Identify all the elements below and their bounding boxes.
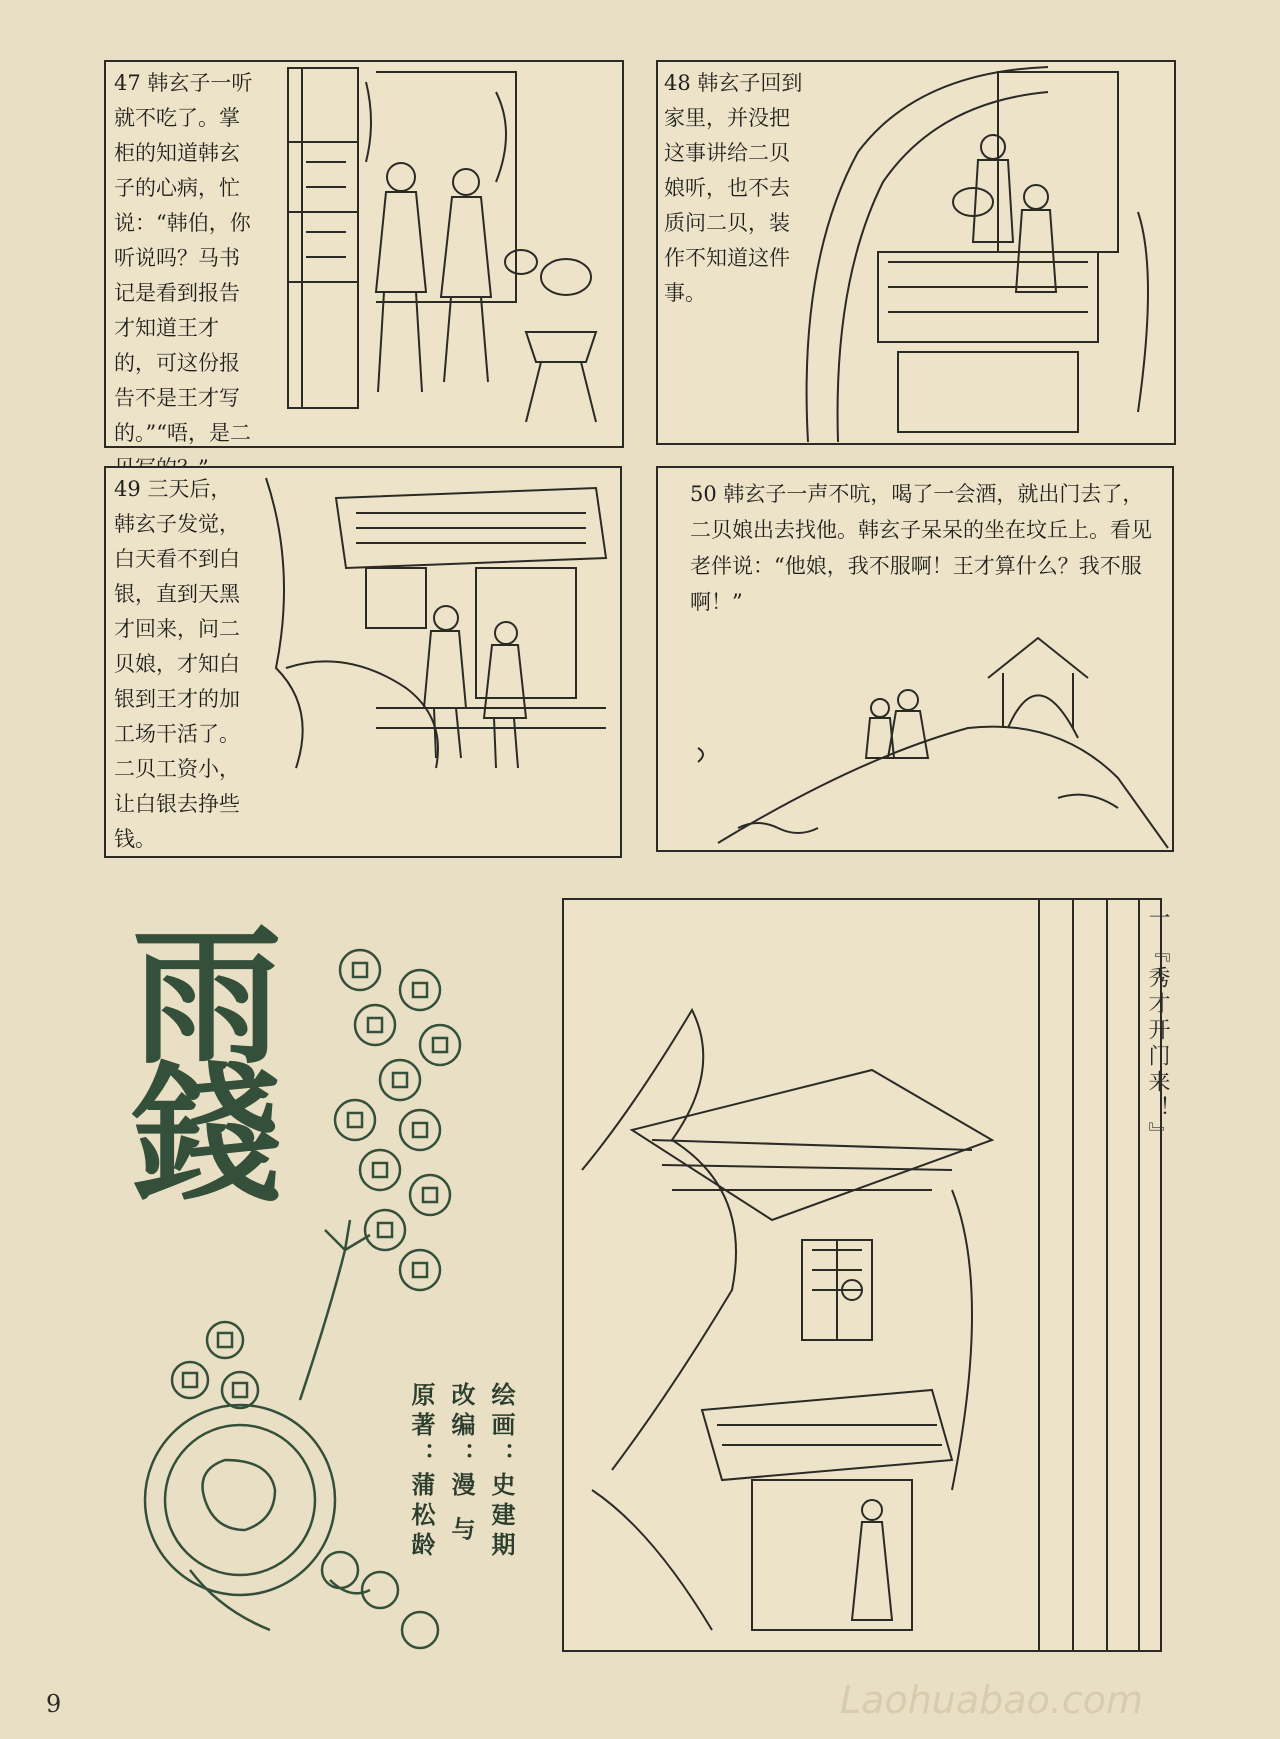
title-char-rain: 雨 <box>132 909 283 1085</box>
credit-artist: 绘画：史建期 <box>487 1382 516 1562</box>
panel-49-illustration <box>256 468 620 856</box>
watermark: Laohuabao.com <box>840 1678 1144 1722</box>
chapter-title: 『秀才开门来！』 <box>1145 940 1170 1148</box>
rule-line-4 <box>1138 900 1140 1650</box>
rule-line-2 <box>1072 900 1074 1650</box>
chapter-1-illustration <box>572 990 1022 1640</box>
credit-original-author: 原著：蒲松龄 <box>407 1382 436 1562</box>
panel-50 <box>656 466 1174 852</box>
panel-47-illustration <box>266 62 622 446</box>
chapter-number: 一 <box>1145 906 1170 928</box>
page-number: 9 <box>46 1690 62 1718</box>
title-char-money: 錢 <box>132 1047 283 1223</box>
panel-47 <box>104 60 624 448</box>
panel-49 <box>104 466 622 858</box>
panel-50-caption: 50 韩玄子一声不吭，喝了一会酒，就出门去了，二贝娘出去找他。韩玄子呆呆的坐在坟丘上。看见老伴说：“他娘，我不服啊！王才算什么？我不服啊！” <box>690 482 1152 614</box>
chapter-1-panel <box>562 898 1170 1652</box>
panel-48 <box>656 60 1176 445</box>
panel-50-illustration <box>658 618 1172 850</box>
rule-line-1 <box>1038 900 1040 1650</box>
rule-line-3 <box>1106 900 1108 1650</box>
panel-48-caption: 48 韩玄子回到家里，并没把这事讲给二贝娘听，也不去质问二贝，装作不知道这件事。 <box>664 71 803 305</box>
panel-47-caption: 47 韩玄子一听就不吃了。掌柜的知道韩玄子的心病，忙说：“韩伯，你听说吗？马书记是看到报告才知道王才的，可这份报告不是王才写的。”“唔，是二 <box>114 71 253 445</box>
panel-49-caption: 49 三天后，韩玄子发觉，白天看不到白银，直到天黑才回来，问二贝娘，才知白银到王才的加工场干活了。二贝工资小，让白银去挣些钱。 <box>114 477 240 851</box>
credit-adapter: 改编：漫 与 <box>447 1382 476 1547</box>
panel-48-illustration <box>798 62 1174 443</box>
